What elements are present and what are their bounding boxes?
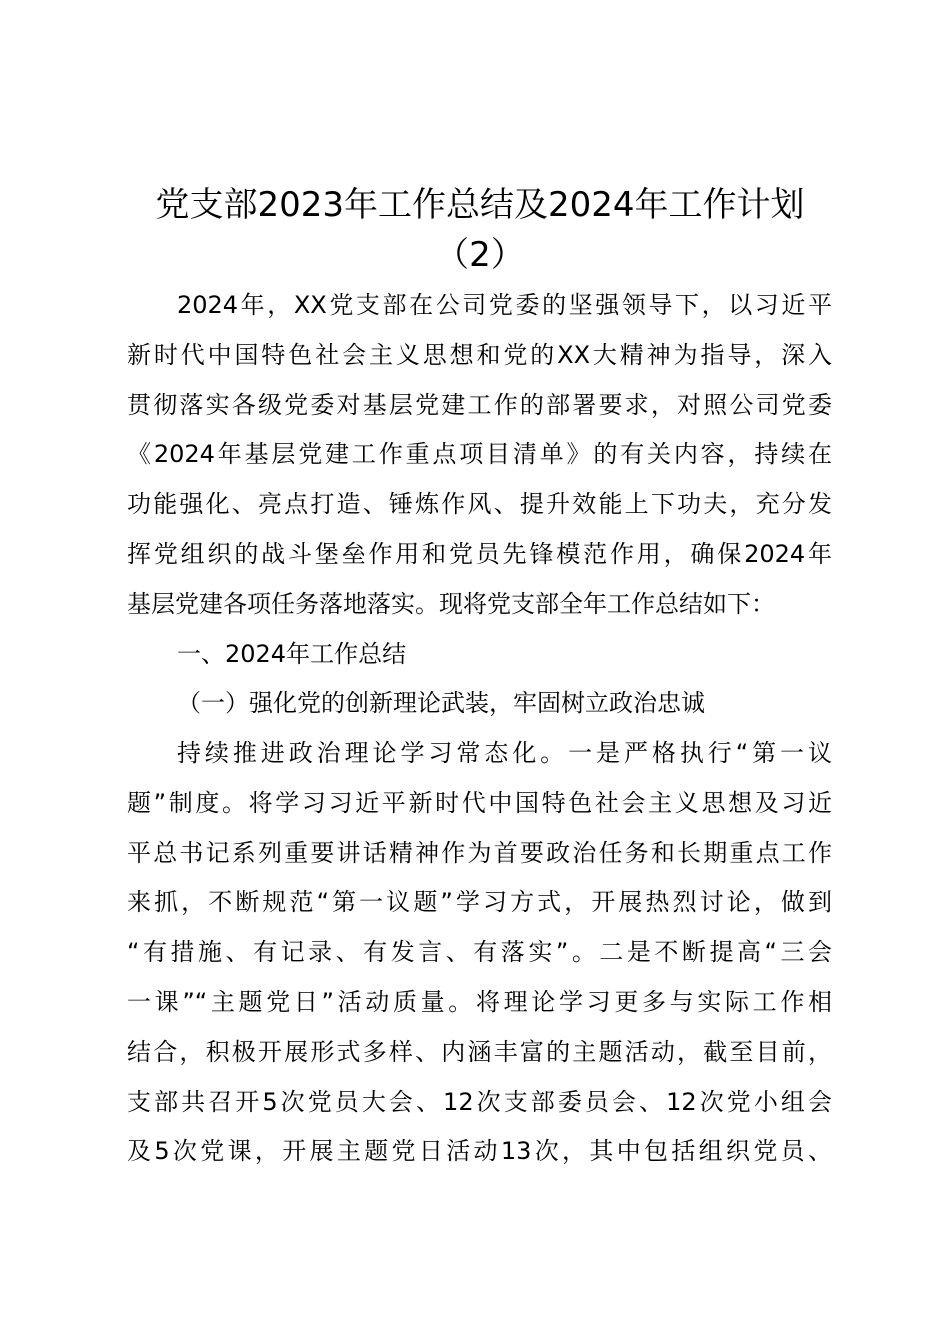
subsection-heading: （一）强化党的创新理论武装，牢固树立政治忠诚 [177, 689, 705, 717]
document-title-number: （2） [435, 235, 525, 275]
intro-line: 挥党组织的战斗堡垒作用和党员先锋模范作用，确保2024年 [127, 540, 832, 568]
intro-line: 功能强化、亮点打造、锤炼作风、提升效能上下功夫，充分发 [127, 490, 832, 518]
body-line: 及5次党课，开展主题党日活动13次，其中包括组织党员、 [127, 1137, 832, 1165]
intro-line: 新时代中国特色社会主义思想和党的XX大精神为指导，深入 [127, 341, 832, 369]
intro-line: 2024年，XX党支部在公司党委的坚强领导下，以习近平 [177, 291, 832, 319]
body-line: 结合，积极开展形式多样、内涵丰富的主题活动，截至目前， [127, 1038, 832, 1066]
document-title: 党支部2023年工作总结及2024年工作计划 [155, 185, 805, 225]
body-line: 支部共召开5次党员大会、12次支部委员会、12次党小组会 [127, 1088, 832, 1116]
section-heading: 一、2024年工作总结 [177, 640, 407, 668]
body-line: 来抓，不断规范“第一议题”学习方式，开展热烈讨论，做到 [127, 888, 832, 916]
intro-line: 贯彻落实各级党委对基层党建工作的部署要求，对照公司党委 [127, 391, 832, 419]
body-line: 一课”“主题党日”活动质量。将理论学习更多与实际工作相 [127, 988, 832, 1016]
body-line: 平总书记系列重要讲话精神作为首要政治任务和长期重点工作 [127, 839, 832, 867]
intro-line: 基层党建各项任务落地落实。现将党支部全年工作总结如下： [127, 590, 775, 618]
body-line: 持续推进政治理论学习常态化。一是严格执行“第一议 [177, 739, 832, 767]
body-line: “有措施、有记录、有发言、有落实”。二是不断提高“三会 [127, 938, 832, 966]
body-line: 题”制度。将学习习近平新时代中国特色社会主义思想及习近 [127, 789, 832, 817]
intro-line: 《2024年基层党建工作重点项目清单》的有关内容，持续在 [127, 440, 832, 468]
